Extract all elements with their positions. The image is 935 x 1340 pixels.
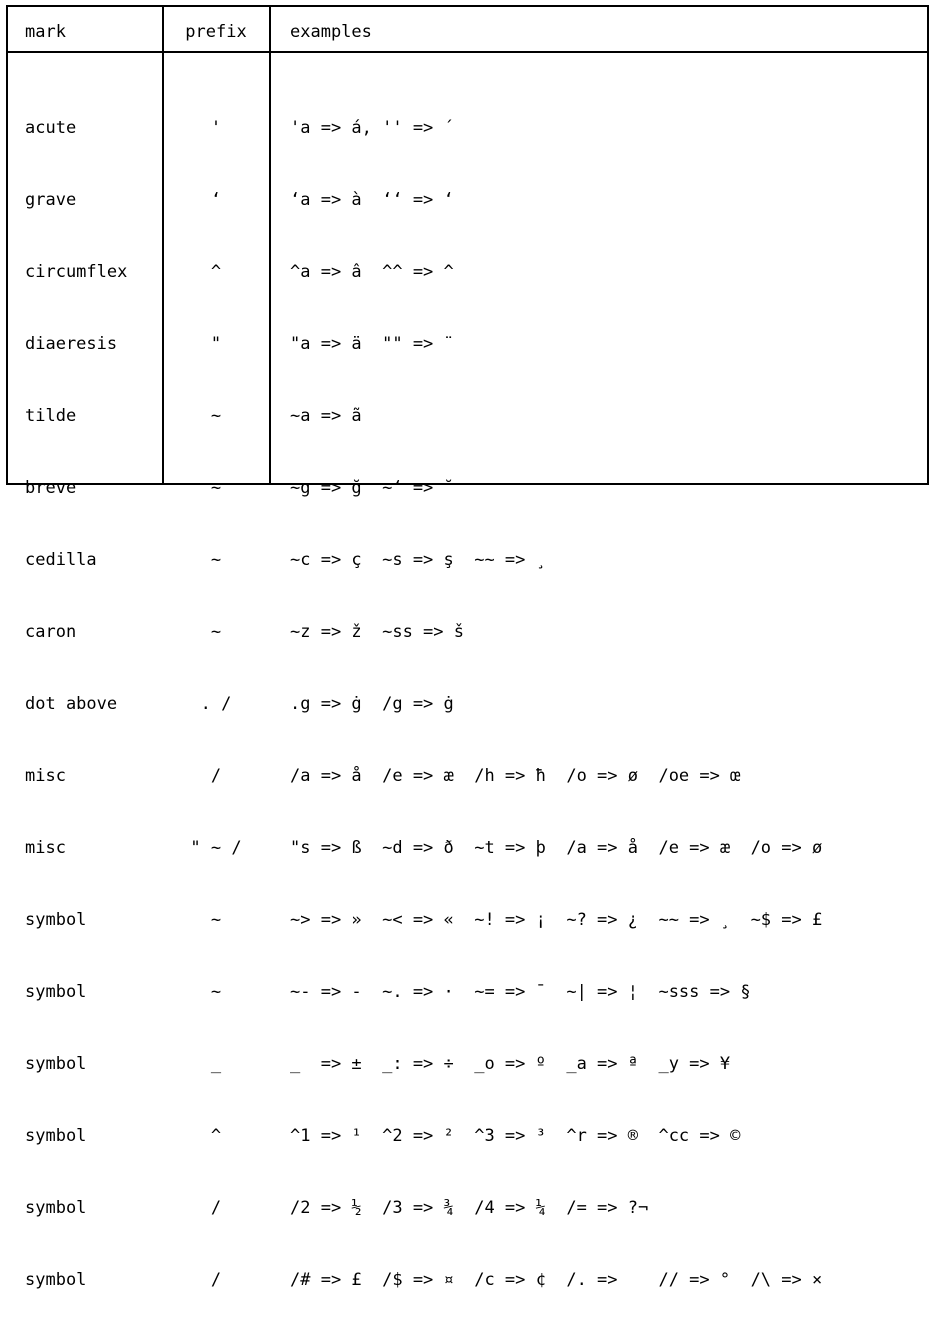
mark-cell: dot above <box>25 694 118 714</box>
examples-column <box>290 68 822 1340</box>
examples-cell: ~> => » ~< => « ~! => ¡ ~? => ¿ ~~ => ¸ ~$ => £ <box>290 910 823 930</box>
examples-cell: /2 => ½ /3 => ¾ /4 => ¼ /= => ?¬ <box>290 1198 649 1218</box>
examples-cell: ‘a => à ‘‘ => ‘ <box>290 190 454 210</box>
examples-cell: /a => å /e => æ /h => ħ /o => ø /oe => œ <box>290 766 741 786</box>
header-prefix: prefix <box>185 22 247 42</box>
prefix-cell: ~ <box>210 550 222 570</box>
examples-cell: 'a => á, '' => ´ <box>290 118 454 138</box>
prefix-cell: ‘ <box>210 190 222 210</box>
mark-cell: misc <box>25 838 66 858</box>
mark-cell: symbol <box>25 1054 87 1074</box>
header-divider <box>8 51 927 53</box>
prefix-cell: . / <box>200 694 232 714</box>
examples-cell: ~g => ğ ~‘ => ˘ <box>290 478 454 498</box>
prefix-cell: ~ <box>210 910 222 930</box>
examples-cell: ~- => - ~. => · ~= => ¯ ~| => ¦ ~sss => § <box>290 982 751 1002</box>
examples-cell: ^a => â ^^ => ^ <box>290 262 454 282</box>
prefix-cell: / <box>210 1198 222 1218</box>
examples-cell: ~z => ž ~ss => š <box>290 622 464 642</box>
prefix-cell: _ <box>210 1054 222 1074</box>
mark-cell: symbol <box>25 1126 87 1146</box>
prefix-cell: ~ <box>210 622 222 642</box>
mark-cell: symbol <box>25 1198 87 1218</box>
mark-cell: diaeresis <box>25 334 118 354</box>
mark-cell: misc <box>25 766 66 786</box>
marks-table <box>6 5 929 1290</box>
prefix-cell: ^ <box>210 1126 222 1146</box>
prefix-cell: ~ <box>210 406 222 426</box>
examples-cell: ^1 => ¹ ^2 => ² ^3 => ³ ^r => ® ^cc => © <box>290 1126 741 1146</box>
mark-cell: cedilla <box>25 550 97 570</box>
examples-cell: "s => ß ~d => ð ~t => þ /a => å /e => æ /o => ø <box>290 838 823 858</box>
examples-cell: "a => ä "" => ¨ <box>290 334 454 354</box>
mark-cell: breve <box>25 478 77 498</box>
examples-cell: .g => ġ /g => ġ <box>290 694 454 714</box>
examples-cell: /# => £ /$ => ¤ /c => ¢ /. => // => ° /\ => × <box>290 1270 823 1290</box>
prefix-cell: / <box>210 1270 222 1290</box>
mark-cell: tilde <box>25 406 77 426</box>
prefix-column <box>163 68 269 1340</box>
mark-cell: acute <box>25 118 77 138</box>
mark-cell: symbol <box>25 910 87 930</box>
mark-cell: circumflex <box>25 262 128 282</box>
prefix-cell: " <box>210 334 222 354</box>
prefix-cell: / <box>210 766 222 786</box>
prefix-cell: ~ <box>210 982 222 1002</box>
mark-cell: symbol <box>25 1270 87 1290</box>
mark-cell: grave <box>25 190 77 210</box>
prefix-cell: " ~ / <box>190 838 242 858</box>
prefix-cell: ~ <box>210 478 222 498</box>
header-mark: mark <box>25 22 66 42</box>
prefix-cell: ' <box>210 118 222 138</box>
column-divider-2 <box>269 7 271 483</box>
examples-cell: ~a => ã <box>290 406 362 426</box>
prefix-cell: ^ <box>210 262 222 282</box>
mark-column <box>25 68 127 1340</box>
examples-cell: ~c => ç ~s => ş ~~ => ¸ <box>290 550 546 570</box>
mark-cell: symbol <box>25 982 87 1002</box>
header-examples: examples <box>290 22 372 42</box>
examples-cell: _ => ± _: => ÷ _o => º _a => ª _y => ¥ <box>290 1054 731 1074</box>
mark-cell: caron <box>25 622 77 642</box>
